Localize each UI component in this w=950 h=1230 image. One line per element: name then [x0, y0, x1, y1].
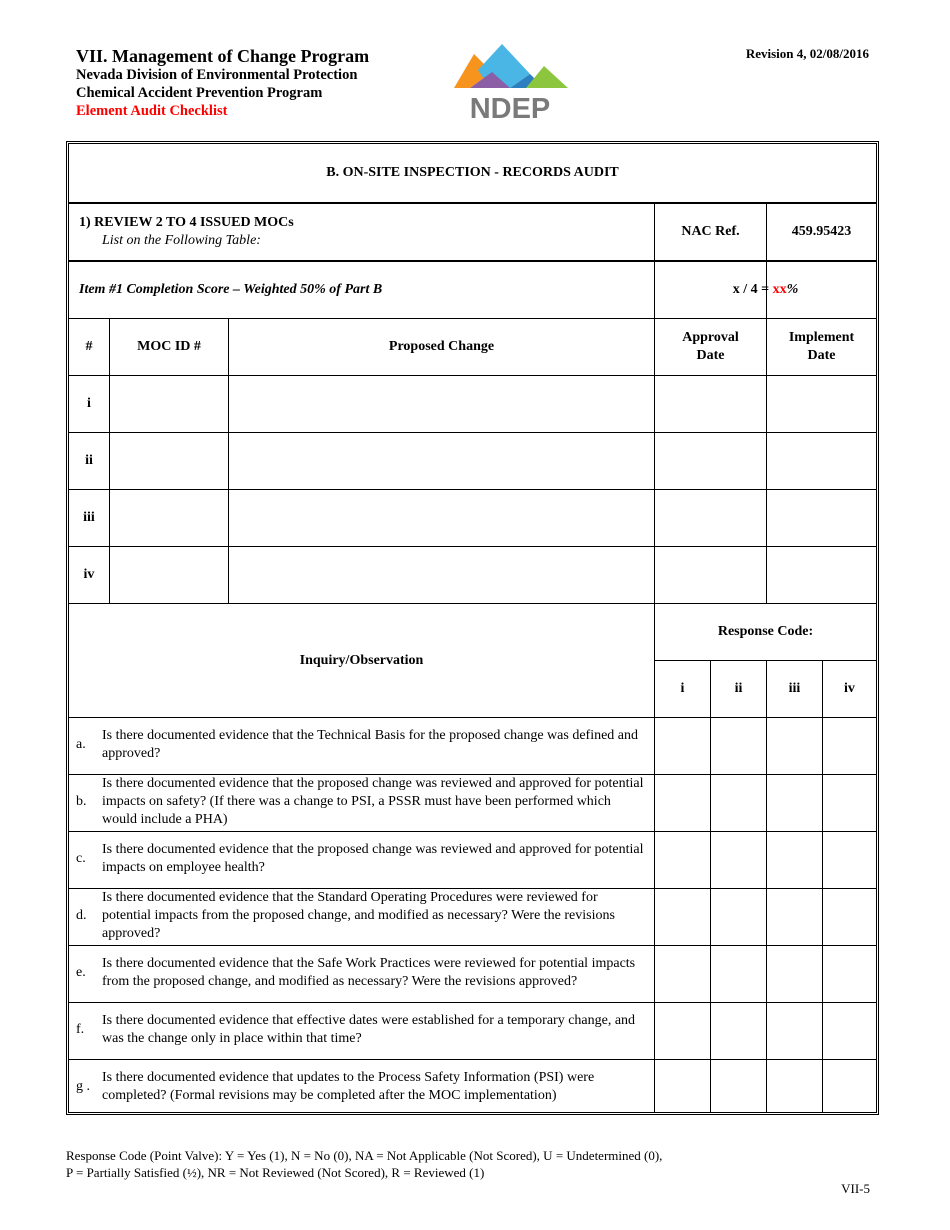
- moc-row-label: i: [87, 396, 91, 411]
- page-title: VII. Management of Change Program: [76, 46, 370, 66]
- question-text: Is there documented evidence that the proposed change was reviewed and approved for potential impacts on employee health?: [102, 842, 644, 875]
- nac-ref-label: NAC Ref.: [681, 224, 740, 239]
- revision-label: Revision 4, 02/08/2016: [745, 46, 869, 61]
- question-text: Is there documented evidence that the Standard Operating Procedures were reviewed for potential impacts from the proposed change, and modified as necessary? Were the revisions approved?: [102, 890, 615, 941]
- score-suffix: %: [786, 282, 799, 297]
- col-proposed-change-header: Proposed Change: [388, 339, 495, 354]
- checklist-name: Element Audit Checklist: [76, 103, 228, 119]
- legend-line-1: Response Code (Point Valve): Y = Yes (1), N = No (0), NA = Not Applicable (Not Scored), U = Undetermined (0),: [66, 1148, 663, 1163]
- col-approval-date-header: Approval Date: [682, 330, 739, 363]
- question-row: [76, 831, 648, 887]
- question-text: Is there documented evidence that effective dates were established for a temporary change, and was the change only in place within that time?: [102, 1013, 636, 1046]
- item-subheading: List on the Following Table:: [102, 233, 261, 248]
- score-formula: [655, 262, 876, 318]
- question-letter: e.: [76, 965, 86, 980]
- section-title: B. ON-SITE INSPECTION - RECORDS AUDIT: [326, 165, 619, 180]
- inquiry-header: Inquiry/Observation: [299, 652, 424, 668]
- question-letter: f.: [76, 1022, 85, 1037]
- question-text: Is there documented evidence that the Technical Basis for the proposed change was defined and approved?: [102, 728, 639, 761]
- response-code-legend: [66, 1147, 662, 1181]
- question-text: Is there documented evidence that updates to the Process Safety Information (PSI) were completed? (Formal revisions may be completed after the MOC implementation): [102, 1070, 595, 1103]
- agency-name: Nevada Division of Environmental Protection: [76, 67, 358, 83]
- question-text: Is there documented evidence that the Safe Work Practices were reviewed for potential impacts from the proposed change, and modified as necessary? Were the revisions approved?: [102, 956, 636, 989]
- question-row: [76, 1059, 648, 1115]
- question-row: [76, 718, 648, 772]
- score-label: Item #1 Completion Score – Weighted 50% of Part B: [79, 282, 383, 297]
- program-name: Chemical Accident Prevention Program: [76, 85, 323, 101]
- question-letter: d.: [76, 908, 87, 923]
- response-col-header: iii: [788, 681, 801, 696]
- col-number-header: #: [85, 339, 93, 354]
- question-letter: g .: [76, 1079, 90, 1094]
- question-row: [76, 888, 648, 944]
- ndep-logo: [448, 42, 572, 122]
- response-col-header: i: [680, 681, 685, 696]
- question-letter: c.: [76, 851, 86, 866]
- ndep-mountains-icon: [448, 42, 572, 122]
- response-col-header: iv: [844, 681, 855, 696]
- page-number: VII-5: [841, 1181, 870, 1196]
- response-col-header: ii: [734, 681, 743, 696]
- col-implement-date-header: Implement Date: [788, 330, 855, 363]
- question-row: [76, 945, 648, 1001]
- svg-text:NDEP: NDEP: [469, 93, 551, 122]
- nac-ref-value: 459.95423: [791, 224, 852, 239]
- col-moc-id-header: MOC ID #: [137, 339, 201, 354]
- moc-row-label: iii: [83, 510, 95, 525]
- question-row: [76, 774, 648, 830]
- moc-row-label: iv: [83, 567, 95, 582]
- item-heading: [79, 204, 649, 260]
- score-value: xx: [772, 282, 787, 297]
- legend-line-2: P = Partially Satisfied (½), NR = Not Reviewed (Not Scored), R = Reviewed (1): [66, 1165, 485, 1180]
- item-heading-text: 1) REVIEW 2 TO 4 ISSUED MOCs: [79, 215, 294, 230]
- question-letter: b.: [76, 794, 87, 809]
- moc-row-label: ii: [85, 453, 93, 468]
- header-block: [76, 46, 369, 120]
- response-code-header: Response Code:: [717, 624, 814, 639]
- question-letter: a.: [76, 737, 86, 752]
- question-row: [76, 1002, 648, 1058]
- score-prefix: x / 4 =: [732, 282, 773, 297]
- question-text: Is there documented evidence that the proposed change was reviewed and approved for potential impacts on safety? (If there was a change to PSI, a PSSR must have been performed which would include a PHA): [102, 776, 644, 827]
